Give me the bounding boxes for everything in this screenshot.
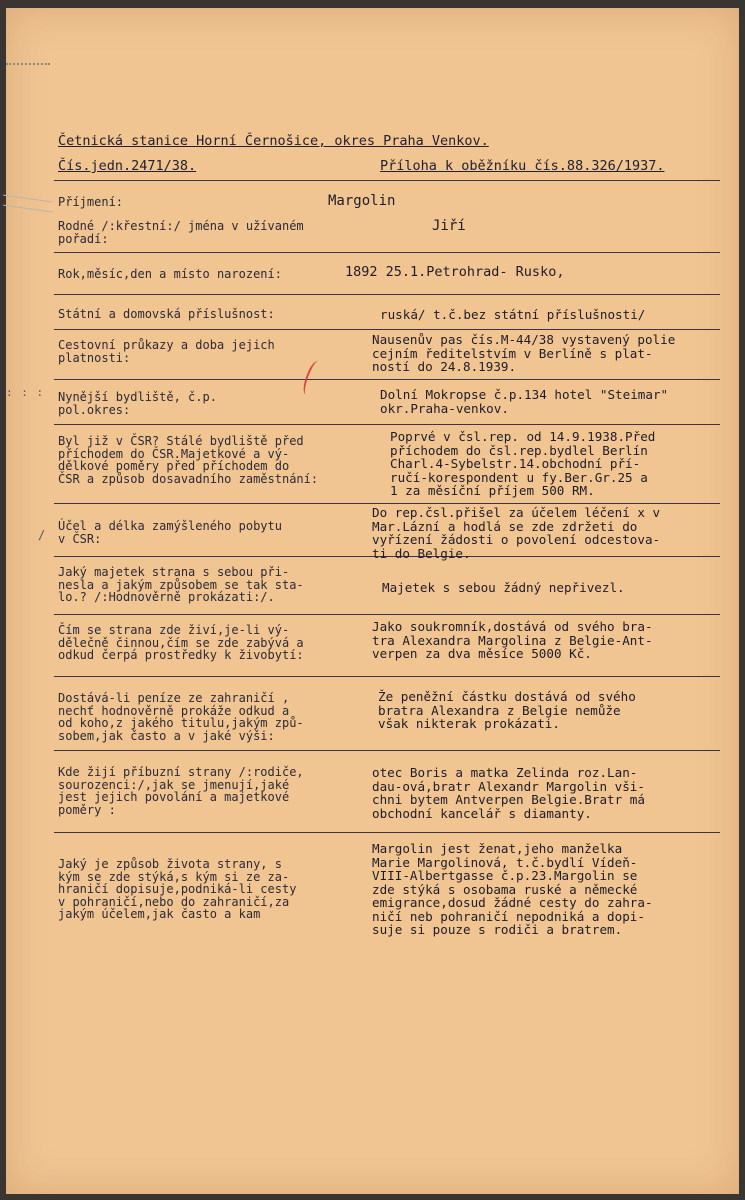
row-divider (54, 379, 720, 380)
row-divider (54, 614, 720, 615)
travel-documents-label: Cestovní průkazy a doba jejich platnosti: (58, 338, 275, 365)
row-divider (54, 676, 720, 677)
purpose-label: Účel a délka zamýšleného pobytu v ČSR: (58, 519, 282, 546)
livelihood-value: Jako soukromník,dostává od svého bra- tra Alexandra Margolina z Belgie-Ant- verpen za dva měsíce 5000 Kč. (372, 619, 653, 661)
row-divider (54, 180, 720, 181)
livelihood-label: Čím se strana zde živí,je-li vý- dělečně činnou,čím se zde zabývá a odkud čerpá prostředky k živobytí: (58, 623, 304, 662)
punch-hole-mark (6, 63, 50, 66)
property-label: Jaký majetek strana s sebou při- nesla a jakým způsobem se tak sta- lo.? /:Hodnověrně prokázati:/. (58, 565, 304, 604)
reference-number: Čís.jedn.2471/38. (58, 158, 197, 174)
row-divider (54, 503, 720, 504)
property-value: Majetek s sebou žádný nepřivezl. (382, 580, 625, 595)
residence-value: Dolní Mokropse č.p.134 hotel "Steimar" okr.Praha-venkov. (380, 387, 669, 416)
lifestyle-label: Jaký je způsob života strany, s kým se zde stýká,s kým si ze za- hraničí dopisuje,podniká-li cesty v pohraničí,nebo do zahraničí,za jakým účelem,jak často a kam (58, 857, 297, 921)
birth-value: 1892 25.1.Petrohrad- Rusko, (345, 264, 565, 280)
relatives-label: Kde žijí příbuzní strany /:rodiče, sourozenci:/,jak se jmenují,jaké jest jejich povolání a majetkové poměry : (58, 765, 304, 817)
attachment-reference: Příloha k oběžníku čís.88.326/1937. (380, 158, 665, 174)
purpose-value: Do rep.čsl.přišel za účelem léčení x v Mar.Lázní a hodlá se zde zdržeti do vyřízení žádosti o povolení odcestova- ti do Belgie. (372, 505, 661, 561)
relatives-value: otec Boris a matka Zelinda roz.Lan- dau-ová,bratr Alexandr Margolin vši- chni bytem Antverpen Belgie.Bratr má obchodní kancelář s diamanty. (372, 765, 645, 821)
foreign-money-label: Dostává-li peníze ze zahraničí , nechť hodnověrně prokáže odkud a od koho,z jakého titulu,jakým způ- sobem,jak často a v jaké výši: (58, 691, 304, 743)
margin-tick: / (38, 528, 46, 542)
given-names-label: Rodné /:křestní:/ jména v užívaném pořadí: (58, 219, 304, 246)
lifestyle-value: Margolin jest ženat,jeho manželka Marie Margolinová, t.č.bydlí Vídeň- VIII-Albertgasse č.p.23.Margolin se zde stýká s osobama ruské a německé emigrance,dosud žádné cesty do zahra- ničí neb pohraničí nepodniká a dopi- suje si pouze s rodiči a bratrem. (372, 841, 653, 937)
residence-label: Nynější bydliště, č.p. pol.okres: (58, 390, 217, 417)
previous-stay-value: Poprvé v čsl.rep. od 14.9.1938.Před příchodem do čsl.rep.bydlel Berlín Charl.4-Sybelstr.14.obchodní pří- ručí-korespondent u fy.Ber.Gr.25 a 1 za měsíční příjem 500 RM. (390, 429, 656, 498)
row-divider (54, 424, 720, 425)
given-names-value: Jiří (432, 218, 466, 234)
margin-dots: : : : (6, 386, 45, 399)
row-divider (54, 329, 720, 330)
surname-value: Margolin (328, 193, 396, 209)
citizenship-label: Státní a domovská příslušnost: (58, 307, 275, 321)
surname-label: Příjmení: (58, 195, 124, 209)
foreign-money-value: Že peněžní částku dostává od svého bratra Alexandra z Belgie nemůže však nikterak prokázati. (378, 689, 636, 731)
citizenship-value: ruská/ t.č.bez státní příslušnosti/ (380, 307, 646, 322)
row-divider (54, 252, 720, 253)
row-divider (54, 832, 720, 833)
travel-documents-value: Nausenův pas čís.M-44/38 vystavený polie cejním ředitelstvím v Berlíně s plat- ností do 24.8.1939. (372, 332, 676, 374)
row-divider (54, 750, 720, 751)
previous-stay-label: Byl již v ČSR? Stálé bydliště před příchodem do ČSR.Majetkové a vý- dělkové poměry před příchodem do ČSR a způsob dosavadního zaměstnání: (58, 434, 319, 486)
birth-label: Rok,měsíc,den a místo narození: (58, 267, 282, 281)
station-header: Četnická stanice Horní Černošice, okres Praha Venkov. (58, 133, 489, 149)
row-divider (54, 294, 720, 295)
